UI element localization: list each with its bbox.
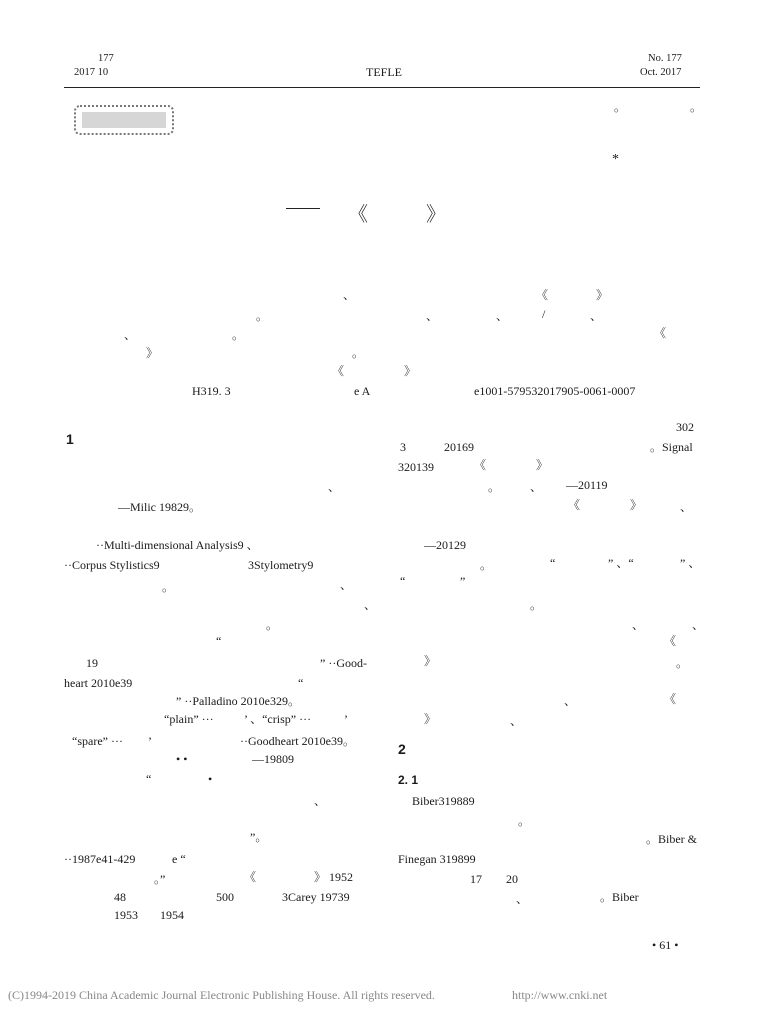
abstract-mark: 《 — [654, 326, 667, 340]
body-text: 、 — [564, 694, 577, 708]
body-text: 《 — [244, 870, 257, 884]
body-text: 320139 — [398, 460, 434, 474]
abstract-mark: 、 — [590, 309, 603, 323]
body-text: 1954 — [160, 908, 184, 922]
body-text: 《 — [664, 634, 677, 648]
issue-date-left: 2017 10 — [74, 67, 109, 78]
body-text: ’ 、“crisp” ··· — [244, 712, 312, 726]
body-text: “ — [298, 676, 304, 690]
body-text: ’ — [344, 712, 348, 726]
body-text: —Milic 19829。 — [118, 500, 201, 514]
body-text: heart 2010e39 — [64, 676, 133, 690]
document-code: e A — [354, 384, 371, 398]
body-text: ” 、 — [680, 556, 701, 570]
body-text: 。Signal — [650, 440, 693, 454]
footnote-asterisk: * — [612, 152, 619, 167]
abstract-mark: 》 — [596, 288, 609, 302]
body-text: “spare” ··· — [72, 734, 123, 748]
body-text: 。 — [676, 656, 689, 670]
abstract-mark: 《 — [536, 288, 549, 302]
abstract-mark: 。 — [256, 309, 269, 323]
body-text: “ — [550, 556, 556, 570]
body-text: 。 — [162, 580, 175, 594]
body-text: 、 — [692, 618, 705, 632]
section-2-heading: 2 — [398, 741, 406, 757]
body-text: Finegan 319899 — [398, 852, 476, 866]
body-text: 》 — [424, 712, 437, 726]
body-text: 500 — [216, 890, 234, 904]
body-text: 《 — [568, 498, 581, 512]
title-close-bracket: 》 — [426, 204, 446, 226]
body-text: 、 — [364, 598, 377, 612]
abstract-mark: / — [542, 307, 546, 321]
body-text: 。 — [480, 558, 493, 572]
body-text: 1953 — [114, 908, 138, 922]
author-mark-1: 。 — [614, 100, 627, 114]
author-mark-2: 。 — [690, 100, 703, 114]
body-text: 《 — [664, 692, 677, 706]
body-text: ··Multi-dimensional Analysis9 、 — [96, 538, 259, 552]
body-text: 、 — [328, 480, 341, 494]
body-text: 。 — [488, 480, 501, 494]
body-text: 《 — [474, 458, 487, 472]
body-text: ” ··Good- — [320, 656, 367, 670]
body-text: 、 — [530, 480, 543, 494]
body-text: —20129 — [424, 538, 466, 552]
body-text: ··Corpus Stylistics9 — [64, 558, 160, 572]
title-dash — [286, 208, 320, 209]
abstract-mark: 。 — [352, 346, 365, 360]
body-text: 。 — [518, 814, 531, 828]
body-text: 17 — [470, 872, 482, 886]
body-text: 》 — [630, 498, 643, 512]
body-text: 302 — [676, 420, 694, 434]
body-text: ··1987e41-429 — [64, 852, 136, 866]
body-text: Biber319889 — [412, 794, 475, 808]
abstract-mark: 、 — [426, 309, 439, 323]
clc-number: H319. 3 — [192, 384, 231, 398]
body-text: 、 — [632, 618, 645, 632]
body-text: 。Biber — [600, 890, 639, 904]
abstract-mark: 、 — [496, 309, 509, 323]
header-rule — [64, 87, 700, 88]
body-text: 3Stylometry9 — [248, 558, 314, 572]
article-id: e1001-579532017905-0061-0007 — [474, 384, 636, 398]
title-open-bracket: 《 — [348, 204, 368, 226]
section-1-heading: 1 — [66, 431, 74, 447]
body-text: —20119 — [566, 478, 608, 492]
body-text: —19809 — [252, 752, 294, 766]
issue-date-right: Oct. 2017 — [640, 67, 682, 78]
body-text: ”。 — [250, 830, 268, 844]
issue-number-left: 177 — [98, 53, 114, 64]
body-text: ’ — [148, 734, 152, 748]
body-text: ” — [460, 574, 466, 588]
section-2-1-heading: 2. 1 — [398, 773, 419, 787]
keywords-mark: 《 — [332, 364, 345, 378]
body-text: 》 1952 — [314, 870, 354, 884]
body-text: 3 — [400, 440, 406, 454]
body-text: 20 — [506, 872, 518, 886]
body-text: 。” — [154, 872, 166, 886]
body-text: 》 — [424, 654, 437, 668]
body-text: ” 、“ — [608, 556, 634, 570]
body-text: ” ··Palladino 2010e329。 — [176, 694, 300, 708]
body-text: 》 — [536, 458, 549, 472]
abstract-mark: 。 — [232, 328, 245, 342]
abstract-mark: 、 — [343, 288, 356, 302]
column-stamp — [74, 105, 174, 135]
footer-url: http://www.cnki.net — [512, 988, 608, 1002]
body-text: “ — [216, 634, 222, 648]
body-text: 48 — [114, 890, 126, 904]
body-text: 、 — [516, 892, 529, 906]
page-number: • 61 • — [652, 938, 679, 952]
body-text: “ — [146, 772, 152, 786]
body-text: “ — [400, 574, 406, 588]
body-text: “plain” ··· — [164, 712, 214, 726]
column-stamp-fill — [82, 112, 166, 128]
body-text: 。Biber & — [646, 832, 697, 846]
body-text: • — [208, 772, 213, 786]
body-text: ··Goodheart 2010e39。 — [240, 734, 355, 748]
abstract-mark: 、 — [124, 328, 137, 342]
body-text: 、 — [340, 578, 353, 592]
body-text: 20169 — [444, 440, 474, 454]
body-text: 、 — [680, 500, 693, 514]
body-text: e “ — [172, 852, 186, 866]
body-text: 19 — [86, 656, 98, 670]
copyright-notice: (C)1994-2019 China Academic Journal Electronic Publishing House. All rights reserved. — [8, 988, 435, 1002]
body-text: 、 — [314, 794, 327, 808]
body-text: 3Carey 19739 — [282, 890, 350, 904]
body-text: 。 — [266, 618, 279, 632]
issue-number-right: No. 177 — [648, 53, 682, 64]
keywords-mark: 》 — [404, 364, 417, 378]
journal-name: TEFLE — [366, 65, 402, 79]
abstract-mark: 》 — [146, 346, 159, 360]
body-text: • • — [176, 752, 188, 766]
body-text: 、 — [510, 714, 523, 728]
body-text: 。 — [530, 598, 543, 612]
